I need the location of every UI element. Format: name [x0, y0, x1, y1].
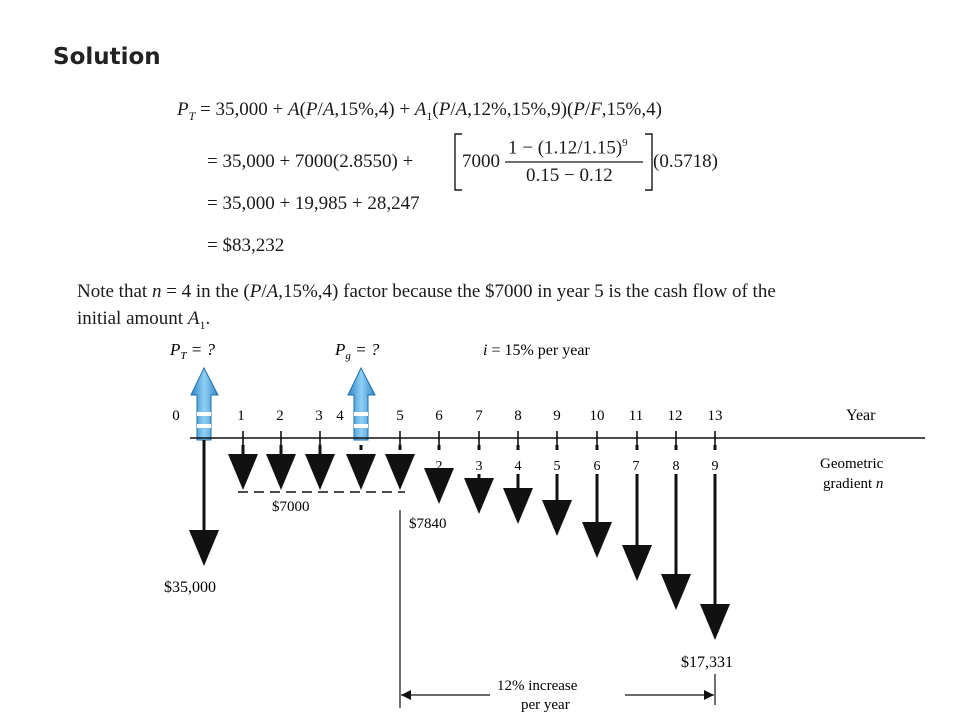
- gradient-label-line-1: Geometric: [820, 456, 884, 472]
- year-number: 5: [396, 408, 404, 424]
- year-axis-label: Year: [846, 407, 876, 424]
- increase-label-line-1: 12% increase: [497, 678, 578, 694]
- equation-line-3: = 35,000 + 19,985 + 28,247: [207, 193, 420, 214]
- initial-cost-label: $35,000: [164, 579, 216, 596]
- year-number: 0: [172, 408, 180, 424]
- equation-coefficient: 7000: [462, 151, 500, 172]
- year-number: 7: [475, 408, 483, 424]
- last-gradient-label: $17,331: [681, 654, 733, 671]
- arrow-stems-upper: [361, 445, 715, 450]
- equation-denominator: 0.15 − 0.12: [526, 165, 613, 186]
- year-number: 6: [435, 408, 443, 424]
- year-number: 2: [276, 408, 284, 424]
- pg-label: $P_g$ = ?: [335, 340, 380, 362]
- gradient-number: 3: [475, 459, 483, 474]
- year-number: 13: [707, 408, 723, 424]
- note-line-1: Note that n = 4 in the (P/A,15%,4) factor because the $7000 in year 5 is the cash flow of the: [77, 281, 776, 302]
- gradient-number: 7: [632, 459, 640, 474]
- first-gradient-label: $7840: [409, 516, 447, 532]
- gradient-label-line-2: gradient n: [823, 476, 884, 492]
- year-numbers: [172, 408, 722, 424]
- equation-pf-factor: (0.5718): [653, 151, 718, 172]
- year-number: 9: [553, 408, 561, 424]
- gradient-number: 9: [711, 459, 719, 474]
- year-number: 8: [514, 408, 522, 424]
- year-number: 11: [628, 408, 644, 424]
- equation-line-1: $P_T = 35,000 + A(P/A,15\%,4) + A_1(P/A,12\%,15\%,9)(P/F,15\%,4)$: [177, 99, 662, 123]
- year-number: 10: [589, 408, 605, 424]
- year-number: 1: [237, 408, 245, 424]
- gradient-number: 4: [514, 459, 522, 474]
- increase-label-line-2: per year: [521, 697, 570, 713]
- gradient-number: 1: [396, 459, 404, 474]
- increase-span-left-arrowhead: [401, 690, 411, 700]
- gradient-number: 5: [553, 459, 561, 474]
- year-number: 3: [315, 408, 323, 424]
- increase-span-right-arrowhead: [704, 690, 714, 700]
- equation-numerator: $1 - (1.12/1.15)^9$: [508, 137, 628, 159]
- rate-label: i = 15% per year: [483, 342, 590, 359]
- pt-label: $P_T$ = ?: [170, 340, 215, 362]
- equation-line-2-left: = 35,000 + 7000(2.8550) +: [207, 151, 414, 172]
- pt-up-arrow-icon: [191, 368, 218, 440]
- gradient-numbers: [358, 459, 719, 474]
- gradient-number: 2: [435, 459, 443, 474]
- equation-line-4: = $83,232: [207, 235, 285, 256]
- gradient-number: 6: [593, 459, 601, 474]
- gradient-number: 0: [357, 459, 365, 474]
- year-number: 12: [667, 408, 683, 424]
- year-number: 4: [336, 408, 344, 424]
- pg-up-arrow-icon: [348, 368, 375, 440]
- gradient-number: 8: [672, 459, 680, 474]
- annual-amount-label: $7000: [272, 499, 310, 515]
- note-line-2: initial amount $A_1$.: [77, 308, 211, 332]
- page-heading: Solution: [53, 44, 161, 70]
